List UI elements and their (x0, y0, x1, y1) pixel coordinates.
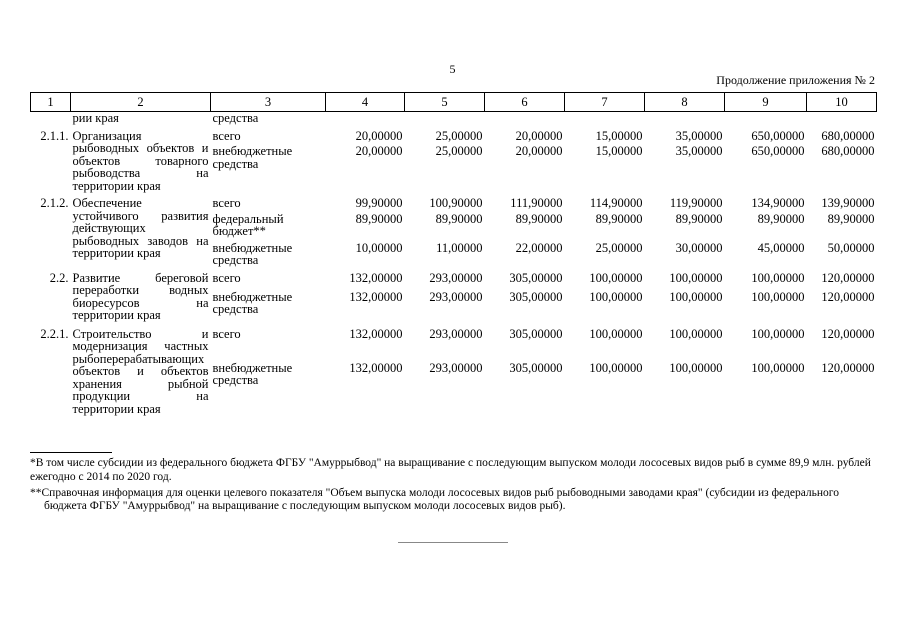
value-cell: 132,00000 (349, 289, 403, 304)
value-cell: 30,00000 (675, 240, 723, 255)
footnotes (30, 457, 876, 514)
value-cell: 120,00000 (821, 289, 875, 304)
value-cell: 20,00000 (355, 128, 403, 143)
value-cell: 134,90000 (751, 196, 805, 210)
value-cell: 139,90000 (821, 196, 875, 210)
row-name: рии края (72, 111, 119, 125)
column-header: 5 (405, 93, 485, 112)
value-cell: 293,00000 (429, 326, 483, 341)
value-cell: 20,00000 (355, 144, 403, 158)
value-cell: 120,00000 (821, 326, 875, 341)
value-cell: 100,00000 (669, 360, 723, 375)
value-cell: 20,00000 (515, 128, 563, 143)
value-cell: 10,00000 (355, 240, 403, 255)
value-cell: 100,00000 (669, 289, 723, 304)
value-cell: 45,00000 (757, 240, 805, 255)
row-name: Организация рыбоводных объектов и объектов товарного рыбоводства на территории края (72, 128, 209, 193)
row-name: Строительство и модернизация частных рыбоперерабатывающих объектов и объектов хранения рыбной продукции на территории края (72, 326, 209, 416)
funding-source: внебюджетные средства (212, 289, 293, 317)
value-cell: 35,00000 (675, 144, 723, 158)
value-cell: 100,00000 (751, 326, 805, 341)
row-code: 2.1.1. (40, 128, 69, 143)
value-cell: 100,00000 (589, 360, 643, 375)
value-cell: 100,00000 (589, 289, 643, 304)
value-cell: 114,90000 (589, 196, 643, 210)
funding-source: внебюджетные средства (212, 240, 293, 267)
row-code: 2.2. (49, 270, 69, 285)
value-cell: 132,00000 (349, 360, 403, 375)
value-cell: 99,90000 (355, 196, 403, 210)
value-cell: 25,00000 (435, 128, 483, 143)
funding-source: внебюджетные средства (212, 144, 293, 171)
funding-source: всего (212, 128, 241, 143)
funding-source: средства (212, 111, 259, 125)
value-cell: 305,00000 (509, 289, 563, 304)
table-row (31, 125, 877, 143)
funding-source: федеральный бюджет** (212, 211, 284, 238)
table-row (31, 322, 877, 359)
value-cell: 22,00000 (515, 240, 563, 255)
value-cell: 100,00000 (669, 270, 723, 285)
value-cell: 293,00000 (429, 360, 483, 375)
value-cell: 25,00000 (435, 144, 483, 158)
column-header: 10 (807, 93, 877, 112)
value-cell: 680,00000 (821, 128, 875, 143)
value-cell: 50,00000 (827, 240, 875, 255)
appendix-continuation-label: Продолжение приложения № 2 (716, 73, 875, 87)
value-cell: 132,00000 (349, 326, 403, 341)
funding-source: всего (212, 196, 241, 210)
value-cell: 120,00000 (821, 270, 875, 285)
column-header: 6 (485, 93, 565, 112)
value-cell: 100,00000 (751, 289, 805, 304)
table-row (31, 267, 877, 288)
value-cell: 293,00000 (429, 270, 483, 285)
value-cell: 89,90000 (757, 211, 805, 226)
value-cell: 89,90000 (595, 211, 643, 226)
value-cell: 100,00000 (589, 326, 643, 341)
value-cell: 20,00000 (515, 144, 563, 158)
value-cell: 100,90000 (429, 196, 483, 210)
value-cell: 89,90000 (355, 211, 403, 226)
column-header: 1 (31, 93, 71, 112)
value-cell: 650,00000 (751, 128, 805, 143)
row-code: 2.1.2. (40, 196, 69, 210)
value-cell: 15,00000 (595, 144, 643, 158)
column-header: 4 (326, 93, 405, 112)
table-row (31, 192, 877, 210)
funding-source: всего (212, 326, 241, 341)
value-cell: 100,00000 (669, 326, 723, 341)
page-number: 5 (449, 62, 456, 76)
value-cell: 305,00000 (509, 270, 563, 285)
column-header: 3 (211, 93, 326, 112)
bottom-divider (398, 542, 508, 543)
program-funding-table (30, 92, 877, 415)
value-cell: 650,00000 (751, 144, 805, 158)
value-cell: 119,90000 (669, 196, 723, 210)
row-name: Обеспечение устойчивого развития действующих рыбоводных заводов на территории края (72, 196, 209, 260)
footnote-divider (30, 452, 112, 453)
value-cell: 111,90000 (510, 196, 563, 210)
value-cell: 35,00000 (675, 128, 723, 143)
footnote-1: *В том числе субсидии из федерального бюджета ФГБУ "Амуррыбвод" на выращивание с последующим выпуском молоди лососевых видов рыб в сумме 89,9 млн. рублей ежегодно с 2014 по 2020 год. (30, 457, 871, 483)
row-name: Развитие береговой переработки водных биоресурсов на территории края (72, 270, 209, 322)
table-header-row (31, 93, 877, 112)
value-cell: 293,00000 (429, 289, 483, 304)
value-cell: 100,00000 (589, 270, 643, 285)
value-cell: 25,00000 (595, 240, 643, 255)
column-header: 7 (565, 93, 645, 112)
value-cell: 15,00000 (595, 128, 643, 143)
funding-source: внебюджетные средства (212, 360, 293, 388)
funding-source: всего (212, 270, 241, 285)
row-code: 2.2.1. (40, 326, 69, 341)
column-header: 2 (71, 93, 211, 112)
column-header: 8 (645, 93, 725, 112)
value-cell: 120,00000 (821, 360, 875, 375)
value-cell: 680,00000 (821, 144, 875, 158)
value-cell: 89,90000 (827, 211, 875, 226)
value-cell: 100,00000 (751, 360, 805, 375)
value-cell: 305,00000 (509, 360, 563, 375)
column-header: 9 (725, 93, 807, 112)
footnote-2: **Справочная информация для оценки целевого показателя "Объем выпуска молоди лососевых видов рыб рыбоводными заводами края" (субсидии из федерального бюджета ФГБУ "Амуррыбвод" на выращивание с последующим выпуском молоди лососевых видов рыб). (30, 486, 839, 513)
value-cell: 89,90000 (515, 211, 563, 226)
value-cell: 89,90000 (435, 211, 483, 226)
table-row-carryover (31, 112, 877, 125)
value-cell: 100,00000 (751, 270, 805, 285)
value-cell: 89,90000 (675, 211, 723, 226)
value-cell: 11,00000 (436, 240, 483, 255)
value-cell: 305,00000 (509, 326, 563, 341)
value-cell: 132,00000 (349, 270, 403, 285)
